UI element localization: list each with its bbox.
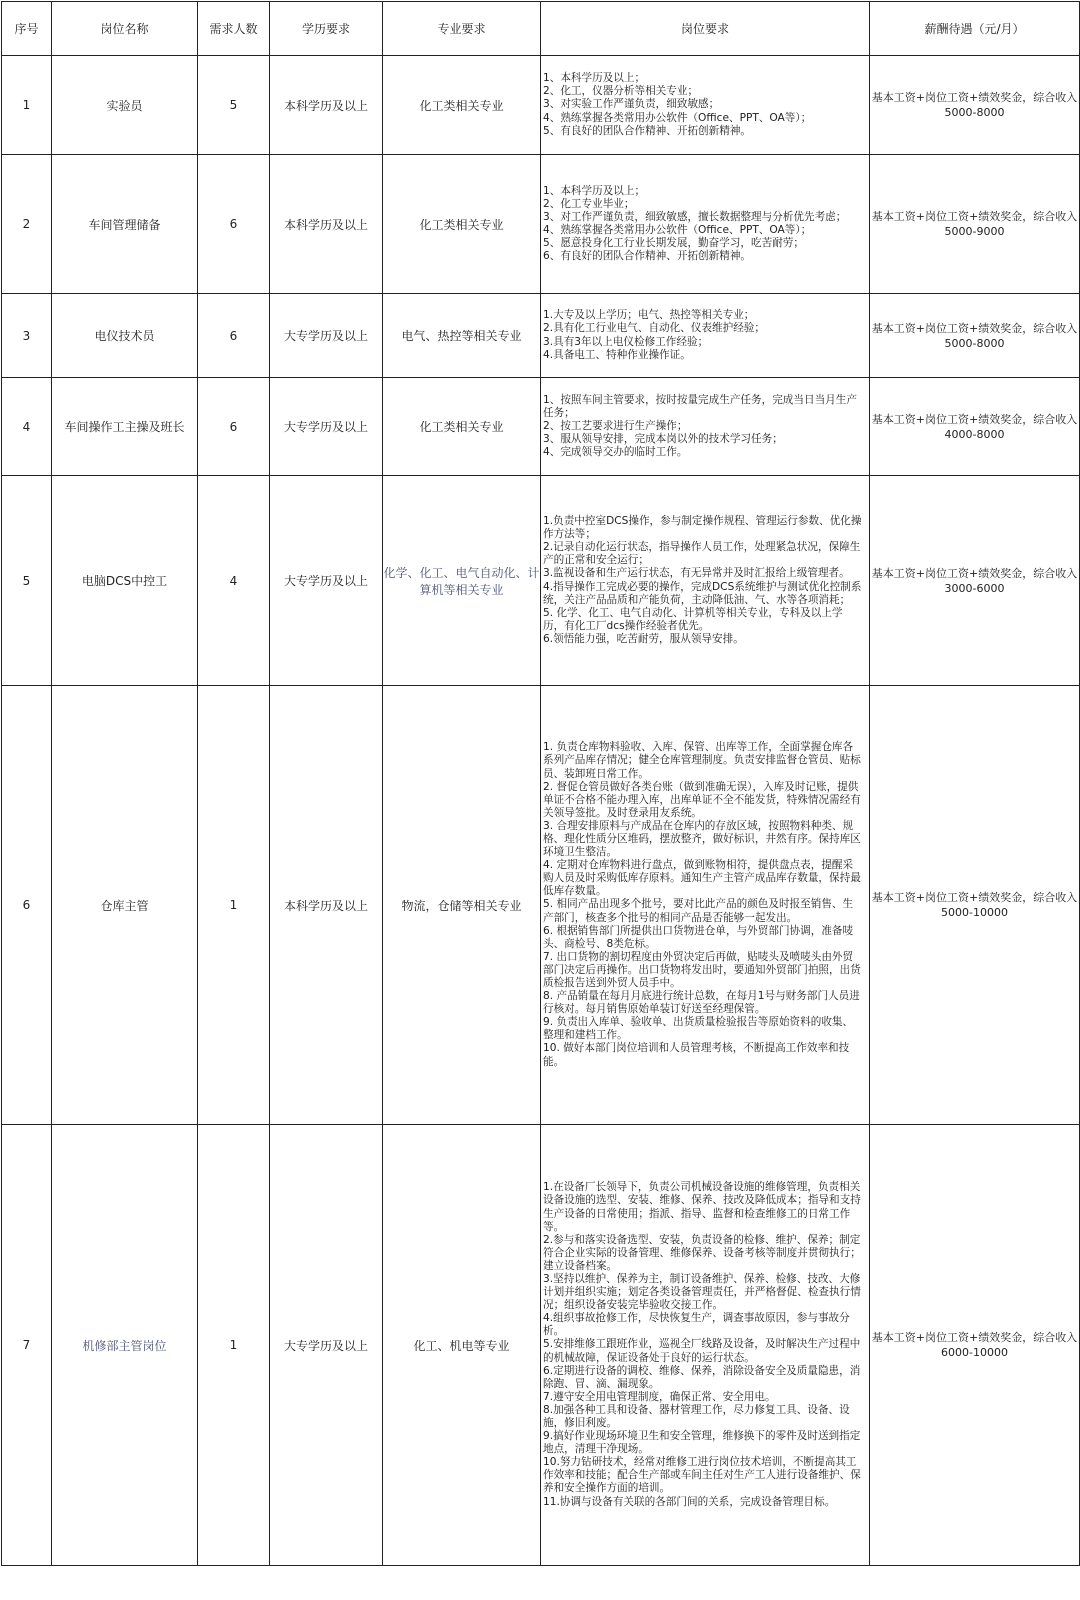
header-title: 岗位名称: [52, 2, 198, 56]
salary: 基本工资+岗位工资+绩效奖金，综合收入5000-8000: [870, 56, 1080, 155]
row-number: 7: [2, 1125, 52, 1566]
requirement-line: 4.具备电工、特种作业操作证。: [543, 348, 691, 361]
requirement-line: 9.搞好作业现场环境卫生和安全管理，维修换下的零件及时送到指定地点，清理干净现场。: [543, 1430, 861, 1456]
requirement-line: 9. 负责出入库单、验收单、出货质量检验报告等原始资料的收集、整理和建档工作。: [543, 1016, 854, 1042]
table-row: [2, 155, 1080, 294]
requirement-line: 4、熟练掌握各类常用办公软件（Office、PPT、OA等）；: [543, 111, 812, 124]
requirement-line: 4.指导操作工完成必要的操作，完成DCS系统维护与测试优化控制系统，关注产品品质和产能负荷，主动降低油、气、水等各项消耗；: [543, 580, 862, 606]
salary: 基本工资+岗位工资+绩效奖金，综合收入5000-8000: [870, 294, 1080, 378]
row-number: 4: [2, 378, 52, 476]
job-title: 车间管理储备: [52, 155, 198, 294]
requirement-line: 8.加强各种工具和设备、器材管理工作，尽力修复工具、设备、设施，修旧利废。: [543, 1403, 850, 1430]
requirement-line: 4.组织事故抢修工作，尽快恢复生产，调查事故原因，参与事故分析。: [543, 1312, 850, 1338]
requirement-line: 3. 合理安排原料与产成品在仓库内的存放区域，按照物料种类、规格、理化性质分区堆码，摆放整齐，做好标识，井然有序。保持库区环境卫生整洁。: [543, 819, 861, 859]
row-number: 3: [2, 294, 52, 378]
education-requirement: 大专学历及以上: [270, 476, 383, 686]
job-title: 实验员: [52, 56, 198, 155]
job-title: 电脑DCS中控工: [52, 476, 198, 686]
requirement-line: 3、对工作严谨负责，细致敏感，擅长数据整理与分析优先考虑；: [543, 210, 847, 223]
job-requirements: [541, 1125, 870, 1566]
requirement-line: 6.领悟能力强，吃苦耐劳，服从领导安排。: [543, 632, 744, 645]
education-requirement: 大专学历及以上: [270, 1125, 383, 1566]
job-title: 机修部主管岗位: [52, 1125, 198, 1566]
table-row: [2, 56, 1080, 155]
requirement-line: 11.协调与设备有关联的各部门间的关系，完成设备管理目标。: [543, 1495, 836, 1508]
major-requirement: 化工、机电等专业: [383, 1125, 541, 1566]
education-requirement: 本科学历及以上: [270, 56, 383, 155]
salary: 基本工资+岗位工资+绩效奖金，综合收入5000-9000: [870, 155, 1080, 294]
headcount: 5: [198, 56, 270, 155]
header-salary: 薪酬待遇（元/月）: [870, 2, 1080, 56]
requirement-line: 1.在设备厂长领导下，负责公司机械设备设施的维修管理，负责相关设备设施的选型、安装、维修、保养、技改及降低成本；指导和支持生产设备的日常使用；指派、指导、监督和检查维修工的日常工作等。: [543, 1181, 861, 1233]
headcount: 6: [198, 378, 270, 476]
requirement-line: 1.大专及以上学历；电气、热控等相关专业；: [543, 309, 755, 322]
table-row: [2, 294, 1080, 378]
requirement-line: 1、本科学历及以上；: [543, 184, 646, 197]
major-requirement: 电气、热控等相关专业: [383, 294, 541, 378]
requirement-line: 10.努力钻研技术，经常对维修工进行岗位技术培训，不断提高其工作效率和技能；配合生产部或车间主任对生产工人进行设备维护、保养和安全操作方面的培训。: [543, 1456, 861, 1495]
job-title: 车间操作工主操及班长: [52, 378, 198, 476]
requirement-line: 6. 根据销售部门所提供出口货物进仓单，与外贸部门协调，准备唛头、商检号、8类危标。: [543, 924, 854, 950]
table-row: [2, 476, 1080, 686]
job-requirements: [541, 476, 870, 686]
requirement-line: 2、按工艺要求进行生产操作；: [543, 419, 688, 432]
header-requirements: 岗位要求: [541, 2, 870, 56]
requirement-line: 2.记录自动化运行状态，指导操作人员工作，处理紧急状况，保障生产的正常和安全运行；: [543, 541, 861, 567]
education-requirement: 本科学历及以上: [270, 155, 383, 294]
job-title: 仓库主管: [52, 686, 198, 1125]
table-row: [2, 1125, 1080, 1566]
header-count: 需求人数: [198, 2, 270, 56]
major-requirement: 物流，仓储等相关专业: [383, 686, 541, 1125]
salary: 基本工资+岗位工资+绩效奖金，综合收入3000-6000: [870, 476, 1080, 686]
requirement-line: 4、完成领导交办的临时工作。: [543, 446, 688, 459]
requirement-line: 8. 产品销量在每月月底进行统计总数，在每月1号与财务部门人员进行核对。每月销售原始单装订好送至经理保管。: [543, 990, 860, 1016]
table-row: [2, 378, 1080, 476]
major-requirement: 化工类相关专业: [383, 56, 541, 155]
education-requirement: 大专学历及以上: [270, 378, 383, 476]
requirement-line: 2.具有化工行业电气、自动化、仪表维护经验；: [543, 322, 765, 335]
headcount: 1: [198, 1125, 270, 1566]
requirement-line: 6.定期进行设备的调校、维修、保养，消除设备安全及质量隐患，消除跑、冒、滴、漏现象。: [543, 1364, 861, 1390]
requirement-line: 4、熟练掌握各类常用办公软件（Office、PPT、OA等）；: [543, 224, 812, 236]
job-requirements: [541, 56, 870, 155]
header-no: 序号: [2, 2, 52, 56]
row-number: 5: [2, 476, 52, 686]
headcount: 1: [198, 686, 270, 1125]
requirement-line: 5. 相同产品出现多个批号，要对比此产品的颜色及时报至销售、生产部门，核查多个批号的相同产品是否能够一起发出。: [543, 898, 854, 924]
requirement-line: 2、化工专业毕业；: [543, 197, 635, 210]
salary: 基本工资+岗位工资+绩效奖金，综合收入5000-10000: [870, 686, 1080, 1125]
salary: 基本工资+岗位工资+绩效奖金，综合收入4000-8000: [870, 378, 1080, 476]
row-number: 1: [2, 56, 52, 155]
education-requirement: 本科学历及以上: [270, 686, 383, 1125]
requirement-line: 6、有良好的团队合作精神、开拓创新精神。: [543, 250, 752, 263]
requirement-line: 5、愿意投身化工行业长期发展，勤奋学习，吃苦耐劳；: [543, 237, 804, 250]
requirement-line: 5. 化学、化工、电气自动化、计算机等相关专业，专科及以上学历，有化工厂dcs操作经验者优先。: [543, 606, 843, 632]
major-requirement: 化工类相关专业: [383, 155, 541, 294]
requirement-line: 7.遵守安全用电管理制度，确保正常、安全用电。: [543, 1390, 776, 1403]
requirement-line: 3.坚持以维护、保养为主，制订设备维护、保养、检修、技改、大修计划并组织实施；划定各类设备管理责任，并严格督促、检查执行情况；组织设备安装完毕验收交接工作。: [543, 1272, 861, 1312]
requirement-line: 3、服从领导安排，完成本岗以外的技术学习任务；: [543, 433, 783, 446]
job-requirements: [541, 378, 870, 476]
recruitment-table: [1, 1, 1080, 1566]
row-number: 2: [2, 155, 52, 294]
requirement-line: 2、化工，仪器分析等相关专业；: [543, 85, 699, 98]
requirement-line: 2.参与和落实设备选型、安装，负责设备的检修、维护、保养；制定符合企业实际的设备管理、维修保养、设备考核等制度并贯彻执行；建立设备档案。: [543, 1233, 861, 1272]
requirement-line: 1.负责中控室DCS操作，参与制定操作规程、管理运行参数、优化操作方法等；: [543, 515, 862, 541]
row-number: 6: [2, 686, 52, 1125]
headcount: 6: [198, 294, 270, 378]
table-header-row: [2, 2, 1080, 56]
requirement-line: 4. 定期对仓库物料进行盘点，做到账物相符，提供盘点表，提醒采购人员及时采购低库存原料。通知生产主管产成品库存数量，保持最低库存数量。: [543, 859, 861, 898]
requirement-line: 3、对实验工作严谨负责，细致敏感；: [543, 98, 720, 111]
requirement-line: 1、按照车间主管要求，按时按量完成生产任务，完成当日当月生产任务；: [543, 393, 857, 419]
requirement-line: 3.具有3年以上电仪检修工作经验；: [543, 335, 709, 348]
header-major: 专业要求: [383, 2, 541, 56]
education-requirement: 大专学历及以上: [270, 294, 383, 378]
job-requirements: [541, 686, 870, 1125]
headcount: 6: [198, 155, 270, 294]
major-requirement: 化学、化工、电气自动化、计算机等相关专业: [383, 476, 541, 686]
job-requirements: [541, 155, 870, 294]
requirement-line: 1、本科学历及以上；: [543, 72, 646, 85]
headcount: 4: [198, 476, 270, 686]
requirement-line: 5.安排维修工跟班作业，巡视全厂线路及设备，及时解决生产过程中的机械故障，保证设备处于良好的运行状态。: [543, 1338, 861, 1364]
requirement-line: 5、有良好的团队合作精神、开拓创新精神。: [543, 124, 752, 137]
major-requirement: 化工类相关专业: [383, 378, 541, 476]
table-row: [2, 686, 1080, 1125]
requirement-line: 10. 做好本部门岗位培训和人员管理考核，不断提高工作效率和技能。: [543, 1042, 850, 1068]
table-body: [2, 56, 1080, 1566]
requirement-line: 3.监视设备和生产运行状态，有无异常并及时汇报给上级管理者。: [543, 567, 850, 580]
requirement-line: 2. 督促仓管员做好各类台账（做到准确无误），入库及时记账，提供单证不合格不能办理入库，出库单证不全不能发货，特殊情况需经有关领导签批。及时登录用友系统。: [543, 780, 861, 819]
job-requirements: [541, 294, 870, 378]
job-title: 电仪技术员: [52, 294, 198, 378]
header-education: 学历要求: [270, 2, 383, 56]
requirement-line: 7. 出口货物的割切程度由外贸决定后再做，贴唛头及喷唛头由外贸部门决定后再操作。出口货物将发出时，要通知外贸部门拍照，出货质检报告送到外贸人员手中。: [543, 950, 861, 990]
requirement-line: 1. 负责仓库物料验收、入库、保管、出库等工作，全面掌握仓库各系列产品库存情况；健全仓库管理制度。负责安排监督仓管员、贴标员、装卸班日常工作。: [543, 741, 861, 780]
salary: 基本工资+岗位工资+绩效奖金，综合收入6000-10000: [870, 1125, 1080, 1566]
